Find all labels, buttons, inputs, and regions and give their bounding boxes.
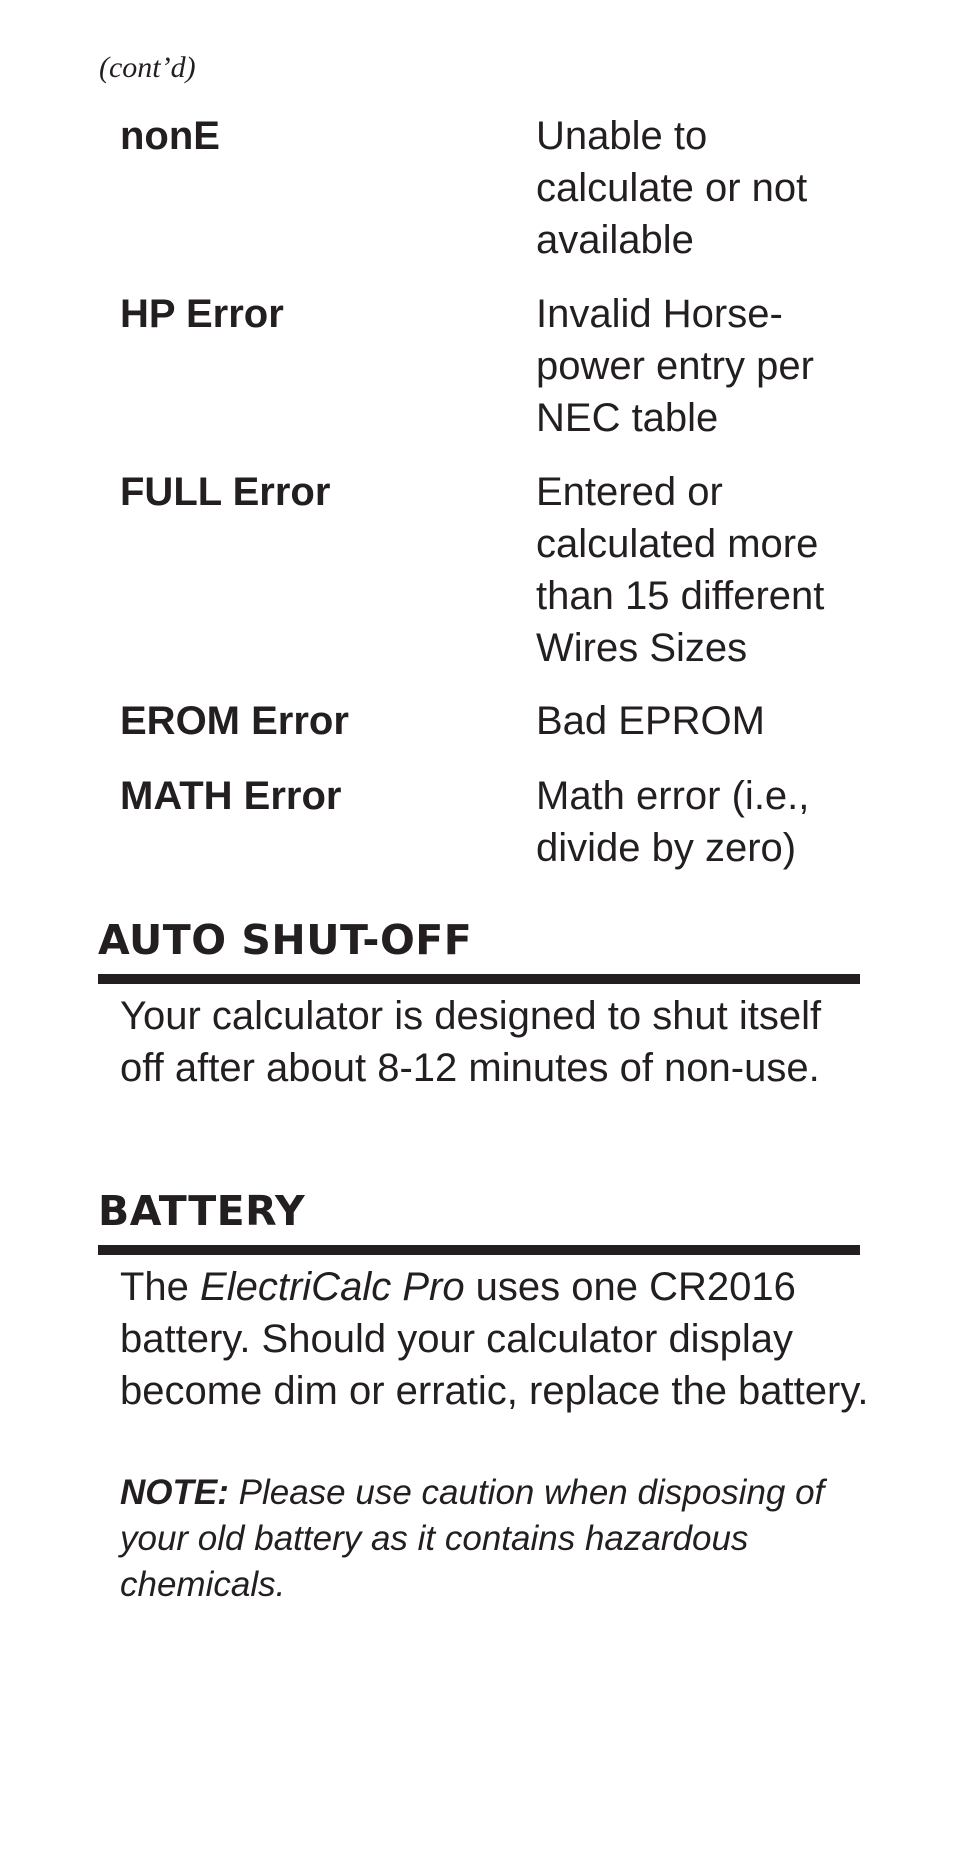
auto-shutoff-body: Your calculator is designed to shut itself off after about 8-12 minutes of non-use. — [120, 994, 822, 1090]
error-code: FULL Error — [120, 470, 331, 514]
note-label: NOTE: — [120, 1473, 229, 1512]
error-description: Math error (i.e., divide by zero) — [536, 774, 810, 870]
error-description: Invalid Horse-power entry per NEC table — [536, 292, 814, 440]
error-code: nonE — [120, 114, 220, 158]
error-code: HP Error — [120, 292, 284, 336]
section-divider — [98, 974, 860, 984]
continued-label: (cont’d) — [99, 51, 196, 84]
battery-body-suffix: uses one CR2016 battery. Should your calculator display become dim or erratic, replace the battery. — [120, 1265, 869, 1413]
battery-body — [120, 1261, 872, 1417]
error-description: Unable to calculate or not available — [536, 114, 808, 262]
battery-note — [120, 1470, 860, 1608]
error-code: MATH Error — [120, 774, 342, 818]
battery-body-prefix: The — [120, 1265, 201, 1309]
error-code: EROM Error — [120, 699, 349, 743]
product-name: ElectriCalc Pro — [200, 1265, 465, 1309]
auto-shutoff-heading: AUTO SHUT-OFF — [98, 916, 473, 964]
error-description: Bad EPROM — [536, 699, 765, 743]
battery-heading: BATTERY — [98, 1187, 306, 1235]
error-description: Entered or calculated more than 15 different Wires Sizes — [536, 470, 825, 670]
note-text: Please use caution when disposing of your old battery as it contains hazardous chemicals. — [120, 1473, 825, 1604]
section-divider — [98, 1245, 860, 1255]
